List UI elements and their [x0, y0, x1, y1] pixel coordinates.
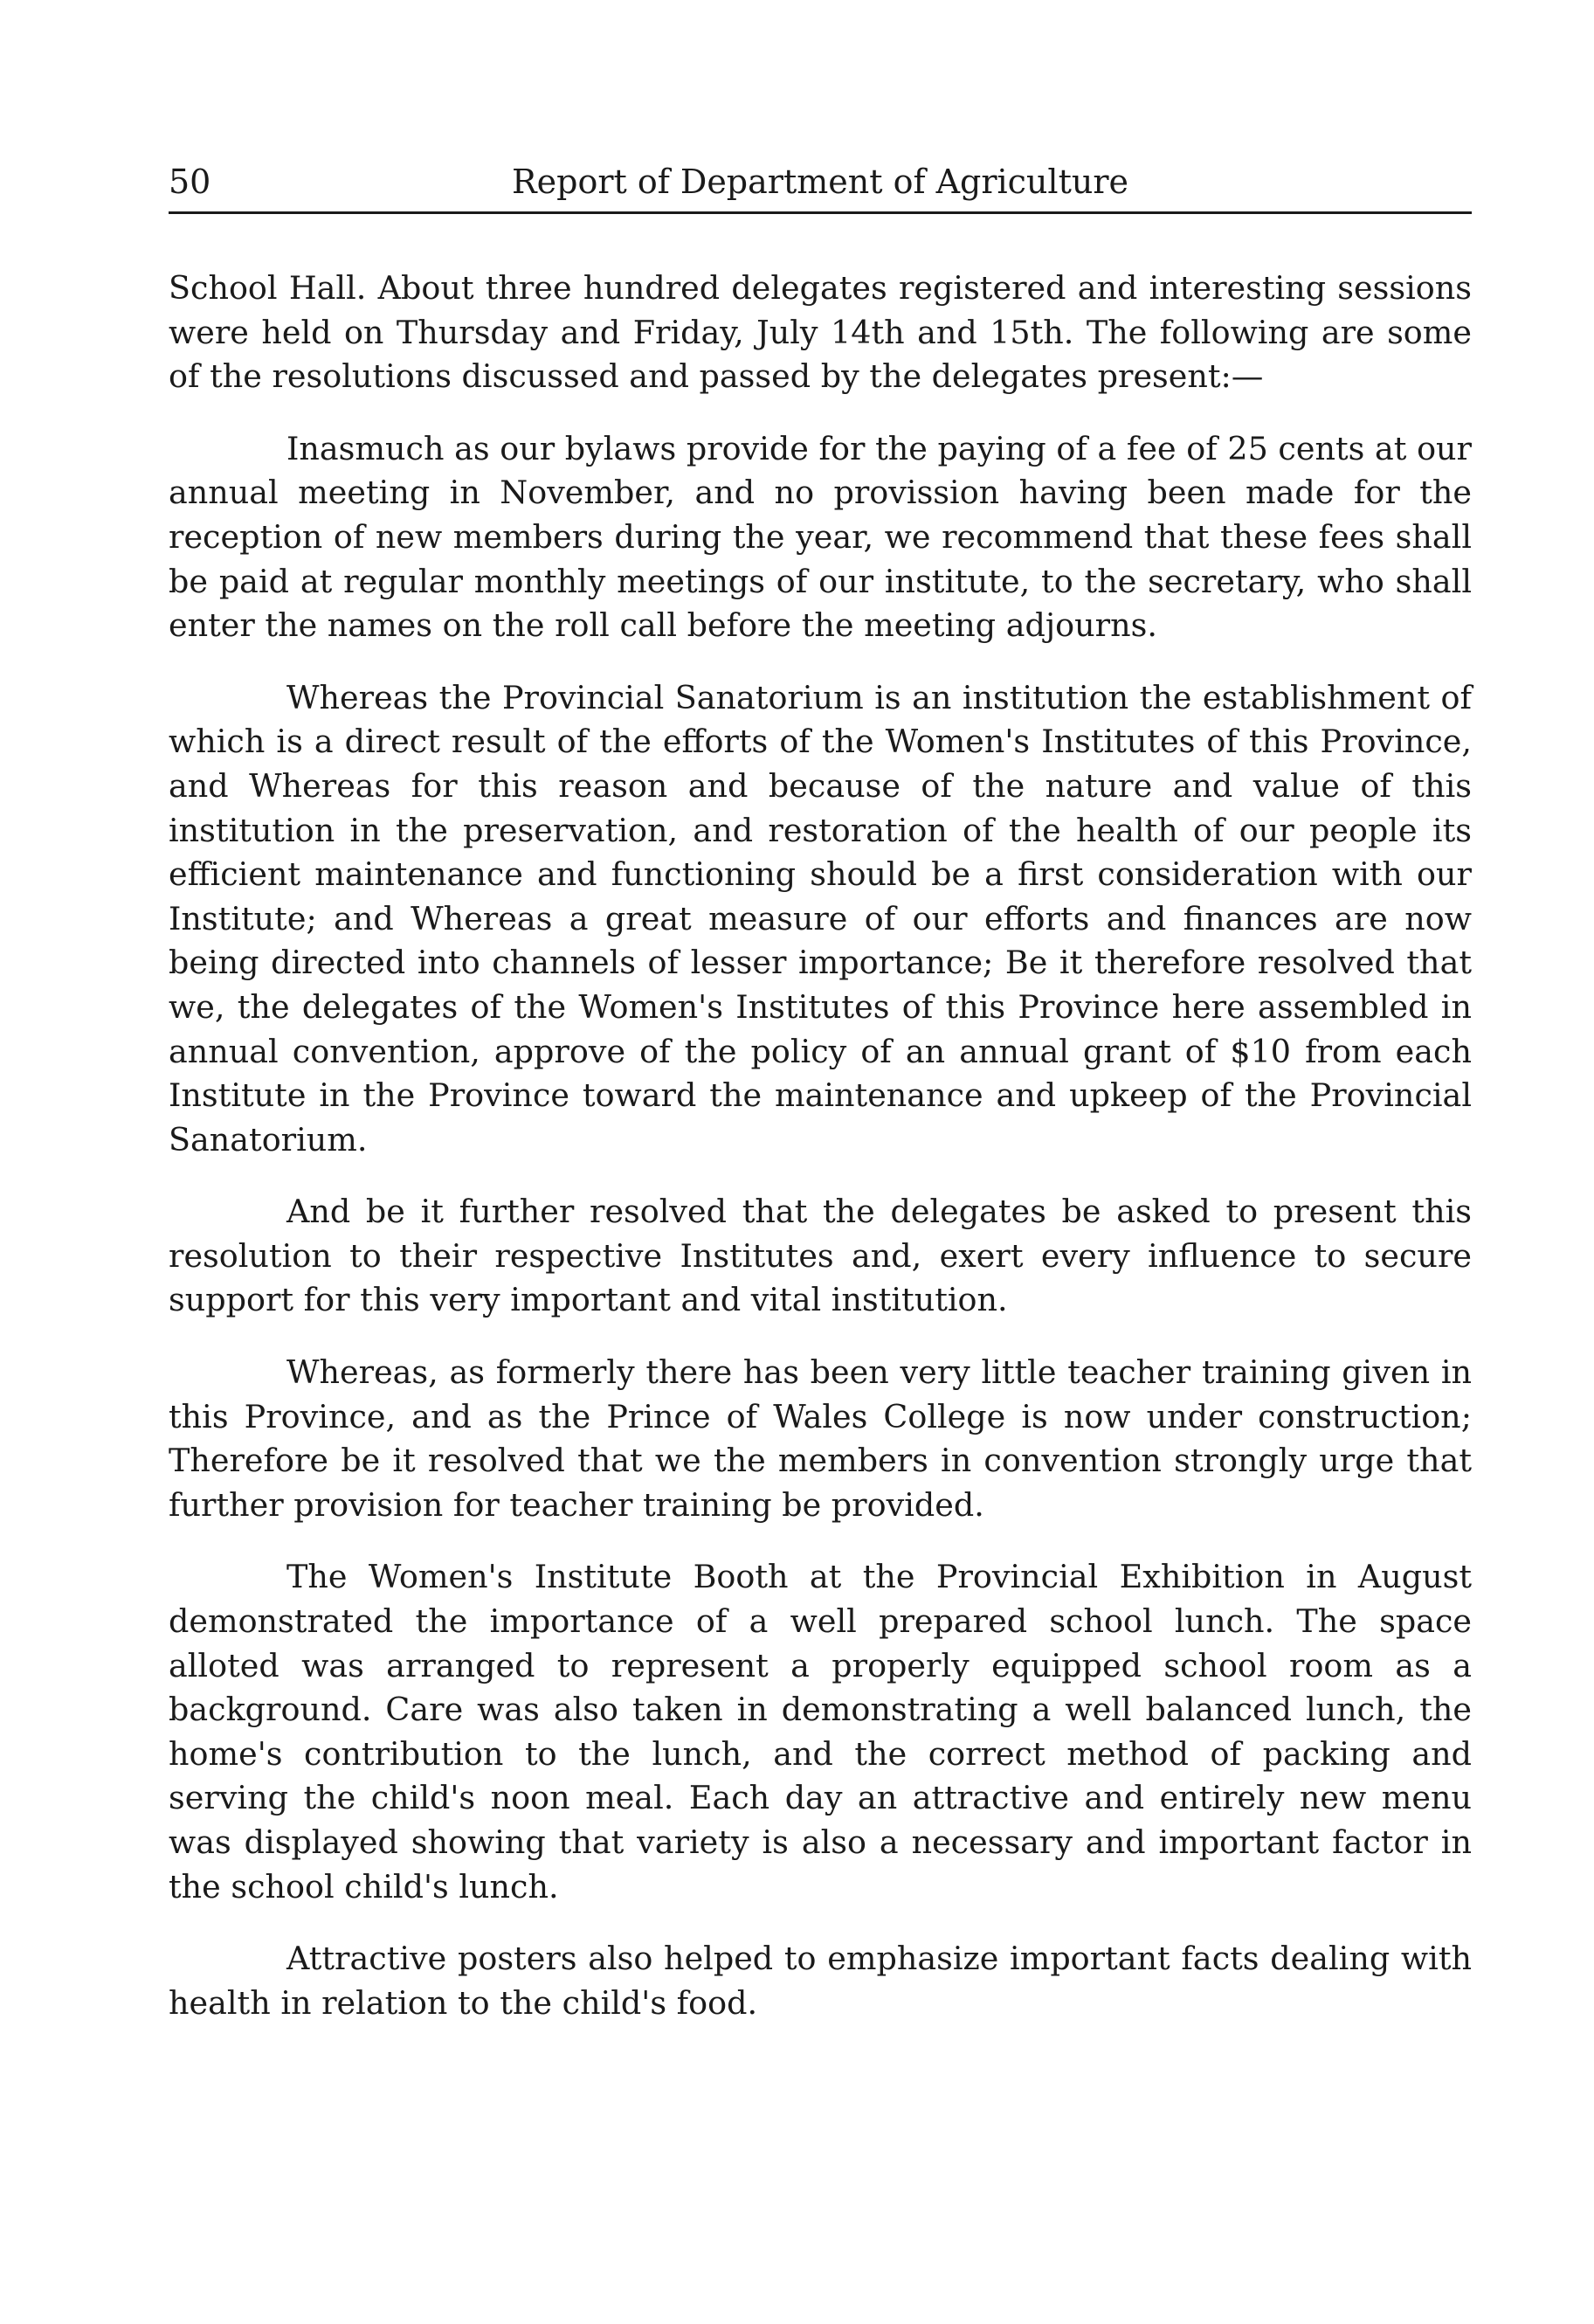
paragraph-bylaws-resolution: Inasmuch as our bylaws provide for the paying of a fee of 25 cents at our annual meeting in November, and no provission having been made for the reception of new members during the year, we recommend that these fees shall be paid at regular monthly meetings of our institute, to the secretary, who shall enter the names on the roll call before the meeting adjourns. [169, 429, 1472, 645]
paragraph-continued: School Hall. About three hundred delegates registered and interesting sessions were held on Thursday and Friday, July 14th and 15th. The following are some of the resolutions discussed and passed by the delegates present:— [169, 269, 1472, 396]
paragraph-exhibition-booth: The Women's Institute Booth at the Provincial Exhibition in August demonstrated the importance of a well prepared school lunch. The space alloted was arranged to represent a properly equipped school room as a background. Care was also taken in demonstrating a well balanced lunch, the home's contribution to the lunch, and the correct method of packing and serving the child's noon meal. Each day an attractive and entirely new menu was displayed showing that variety is also a necessary and important factor in the school child's lunch. [169, 1558, 1472, 1906]
paragraph-sanatorium-resolution: Whereas the Provincial Sanatorium is an institution the establishment of which is a direct result of the efforts of the Women's Institutes of this Province, and Whereas for this reason and because of the nature and value of this institution in the preservation, and restoration of the health of our people its efficient maintenance and functioning should be a first consideration with our Institute; and Whereas a great measure of our efforts and finances are now being directed into channels of lesser importance; Be it therefore resolved that we, the delegates of the Women's Institutes of this Province here assembled in annual convention, approve of the policy of an annual grant of $10 from each Institute in the Province toward the maintenance and upkeep of the Provincial Sanatorium. [169, 678, 1472, 1159]
document-body [169, 266, 1472, 2025]
page-header [169, 157, 1472, 214]
paragraph-teacher-training-resolution: Whereas, as formerly there has been very little teacher training given in this Province, and as the Prince of Wales College is now under construction; Therefore be it resolved that we the members in convention strongly urge that further provision for teacher training be provided. [169, 1353, 1472, 1524]
page-number: 50 [169, 163, 211, 201]
running-title: Report of Department of Agriculture [512, 163, 1128, 201]
document-page [169, 157, 1472, 2272]
paragraph-posters: Attractive posters also helped to emphasize important facts dealing with health in relation to the child's food. [169, 1940, 1472, 2022]
paragraph-further-resolution: And be it further resolved that the delegates be asked to present this resolution to their respective Institutes and, exert every influence to secure support for this very important and vital institution. [169, 1193, 1472, 1319]
